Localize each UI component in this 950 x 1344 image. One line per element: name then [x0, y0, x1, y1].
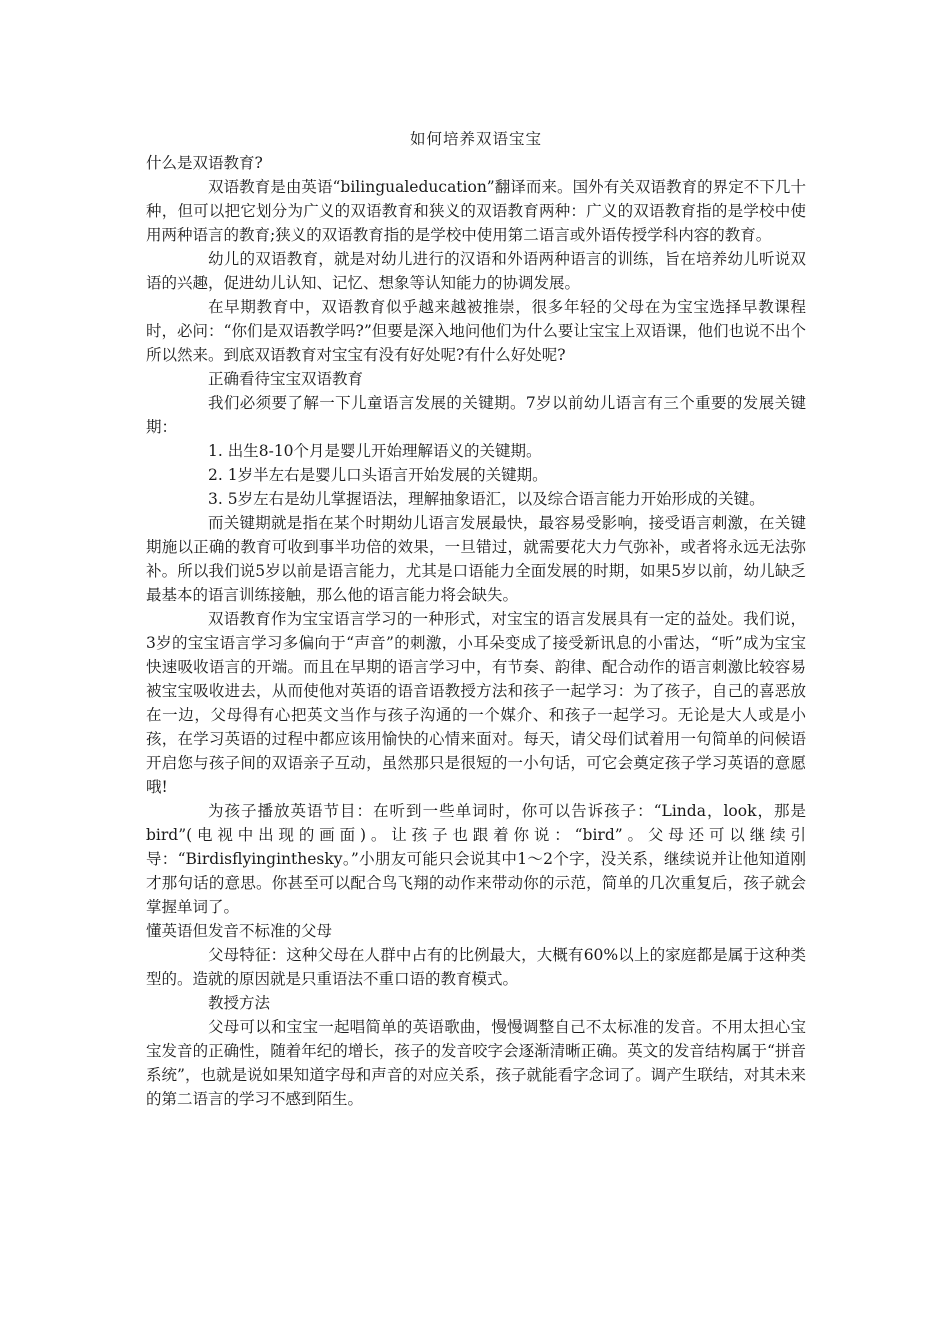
paragraph: 为孩子播放英语节目：在听到一些单词时，你可以告诉孩子：“Linda，look，那是bird”(电视中出现的画面)。让孩子也跟着你说：“bird”。父母还可以继续引导：“Birdisflyinginthesky。”小朋友可能只会说其中1～2个字，没关系，继续说并让他知道刚才那句话的意思。你甚至可以配合鸟飞翔的动作来带动你的示范，简单的几次重复后，孩子就会掌握单词了。 [146, 802, 806, 916]
paragraph: 父母可以和宝宝一起唱简单的英语歌曲，慢慢调整自己不太标准的发音。不用太担心宝宝发音的正确性，随着年纪的增长，孩子的发音咬字会逐渐清晰正确。英文的发音结构属于“拼音系统”，也就是说如果知道字母和声音的对应关系，孩子就能看字念词了。调产生联结，对其未来的第二语言的学习不感到陌生。 [146, 1018, 806, 1108]
section-subheading-correct-view: 正确看待宝宝双语教育 [208, 370, 364, 388]
section-heading-what-is-bilingual: 什么是双语教育? [146, 154, 263, 172]
paragraph: 双语教育作为宝宝语言学习的一种形式，对宝宝的语言发展具有一定的益处。我们说，3岁的宝宝语言学习多偏向于“声音”的刺激，小耳朵变成了接受新讯息的小雷达，“听”成为宝宝快速吸收语言的开端。而且在早期的语言学习中，有节奏、韵律、配合动作的语言刺激比较容易被宝宝吸收进去，从而使他对英语的语音语教授方法和孩子一起学习：为了孩子，自己的喜恶放在一边，父母得有心把英文当作与孩子沟通的一个媒介、和孩子一起学习。无论是大人或是小孩，在学习英语的过程中都应该用愉快的心情来面对。每天，请父母们试着用一句简单的问候语开启您与孩子间的双语亲子互动，虽然那只是很短的一小句话，可它会奠定孩子学习英语的意愿哦! [146, 610, 806, 796]
paragraph: 而关键期就是指在某个时期幼儿语言发展最快，最容易受影响，接受语言刺激，在关键期施以正确的教育可收到事半功倍的效果，一旦错过，就需要花大力气弥补，或者将永远无法弥补。所以我们说5岁以前是语言能力，尤其是口语能力全面发展的时期，如果5岁以前，幼儿缺乏最基本的语言训练接触，那么他的语言能力将会缺失。 [146, 514, 806, 604]
paragraph: 双语教育是由英语“bilingualeducation”翻译而来。国外有关双语教育的界定不下几十种，但可以把它划分为广义的双语教育和狭义的双语教育两种：广义的双语教育指的是学校中使用两种语言的教育;狭义的双语教育指的是学校中使用第二语言或外语传授学科内容的教育。 [146, 178, 806, 244]
document-body [146, 127, 806, 1111]
list-item: 3. 5岁左右是幼儿掌握语法，理解抽象语汇，以及综合语言能力开始形成的关键。 [208, 490, 765, 508]
paragraph: 我们必须要了解一下儿童语言发展的关键期。7岁以前幼儿语言有三个重要的发展关键期： [146, 394, 806, 436]
section-subheading-teaching-method: 教授方法 [208, 994, 271, 1012]
paragraph: 在早期教育中，双语教育似乎越来越被推崇，很多年轻的父母在为宝宝选择早教课程时，必问：“你们是双语教学吗?”但要是深入地问他们为什么要让宝宝上双语课，他们也说不出个所以然来。到底双语教育对宝宝有没有好处呢?有什么好处呢? [146, 298, 806, 364]
paragraph: 父母特征：这种父母在人群中占有的比例最大，大概有60%以上的家庭都是属于这种类型的。造就的原因就是只重语法不重口语的教育模式。 [146, 946, 806, 988]
document-title: 如何培养双语宝宝 [409, 130, 542, 148]
section-heading-parents-accent: 懂英语但发音不标准的父母 [146, 922, 333, 940]
list-item: 2. 1岁半左右是婴儿口头语言开始发展的关键期。 [208, 466, 548, 484]
list-item: 1. 出生8-10个月是婴儿开始理解语义的关键期。 [208, 442, 542, 460]
paragraph: 幼儿的双语教育，就是对幼儿进行的汉语和外语两种语言的训练，旨在培养幼儿听说双语的兴趣，促进幼儿认知、记忆、想象等认知能力的协调发展。 [146, 250, 806, 292]
